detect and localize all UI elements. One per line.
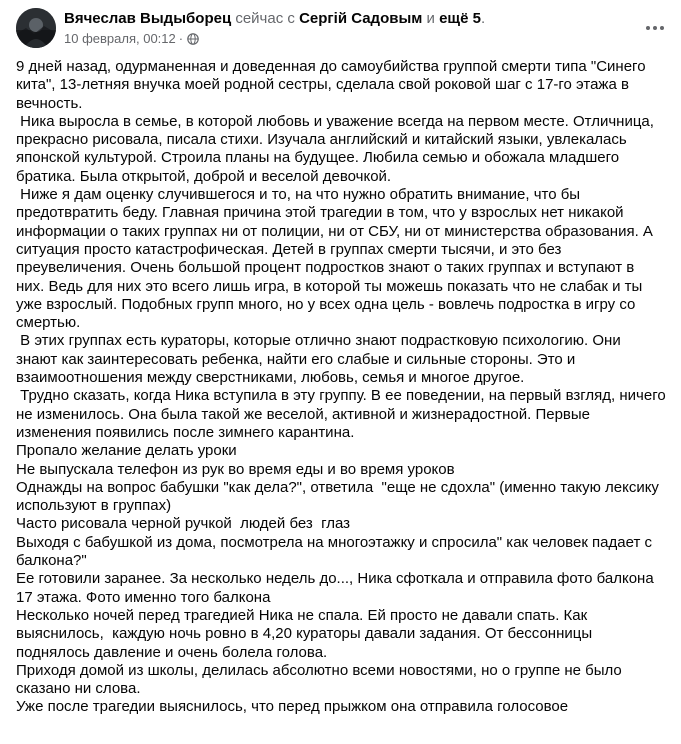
author-name[interactable]: Вячеслав Выдыборец — [64, 10, 232, 27]
others-link[interactable]: ещё 5 — [439, 10, 481, 27]
globe-icon[interactable] — [187, 33, 199, 45]
and-text: и — [422, 10, 440, 27]
post-paragraph: Однажды на вопрос бабушки "как дела?", ответила "еще не сдохла" (именно такую лексику используют в группах) — [16, 478, 664, 515]
post-meta — [64, 31, 199, 47]
post-paragraph: В этих группах есть кураторы, которые отлично знают подрастковую психологию. Они знают как заинтересовать ребенка, найти его слабые и сильные стороны. Это и взаимоотношения между сверстниками, любовь, семья и многое другое. — [16, 332, 625, 387]
post-paragraph: Приходя домой из школы, делилась абсолютно всеми новостями, но о группе не было сказано ни слова. — [16, 661, 626, 698]
post-paragraph: Ника выросла в семье, в которой любовь и уважение всегда на первом месте. Отличница, прекрасно рисовала, писала стихи. Изучала английский и китайский языки, увлекалась японской культурой. Строила планы на будущее. Любила семью и обожала младшего братика. Была открытой, доброй и веселой девочкой. — [16, 112, 659, 185]
post-paragraph: Пропало желание делать уроки — [16, 442, 237, 460]
more-options-button[interactable] — [641, 14, 669, 42]
post-paragraph: Не выпускала телефон из рук во время еды и во время уроков — [16, 460, 455, 478]
avatar-image — [16, 8, 56, 48]
others-suffix: . — [480, 10, 486, 27]
post-paragraph: Выходя с бабушкой из дома, посмотрела на многоэтажку и спросила" как человек падает с балкона?" — [16, 533, 657, 570]
post-header — [0, 0, 681, 58]
meta-separator: · — [178, 31, 184, 46]
with-text: сейчас с — [231, 10, 300, 27]
tagged-person[interactable]: Сергій Садовым — [299, 10, 423, 27]
post-paragraph: Ее готовили заранее. За несколько недель до..., Ника сфоткала и отправила фото балкона 17 этажа. Фото именно того балкона — [16, 570, 658, 606]
post-paragraph: Часто рисовала черной ручкой людей без глаз — [16, 515, 351, 533]
post-paragraph: Несколько ночей перед трагедией Ника не спала. Ей просто не давали спать. Как выяснилось, каждую ночь ровно в 4,20 кураторы давали задания. От бессонницы поднялось давление и очень болела голова. — [16, 606, 597, 661]
post-paragraph: Трудно сказать, когда Ника вступила в эту группу. В ее поведении, на первый взгляд, ничего не изменилось. Она была такой же веселой, активной и жизнерадостной. Первые изменения появились после зимнего карантина. — [16, 387, 670, 441]
post-body — [16, 58, 670, 717]
post-paragraph: Уже после трагедии выяснилось, что перед прыжком она отправила голосовое — [16, 698, 569, 716]
more-horizontal-icon — [645, 25, 665, 31]
post-paragraph: 9 дней назад, одурманенная и доведенная до самоубийства группой смерти типа "Синего кита", 13-летняя внучка моей родной сестры, сделала свой роковой шаг с 17-го этажа в вечность. — [16, 58, 650, 112]
post-paragraph: Ниже я дам оценку случившегося и то, на что нужно обратить внимание, что бы предотвратить беду. Главная причина этой трагедии в том, что у взрослых нет никакой информации о таких группах ни от полиции, ни от СБУ, ни от министерства образования. А ситуация просто катастрофическая. Детей в группах смерти тысячи, и это без преувеличения. Очень большой процент подростков знают о таких группах и вступают в них. Ведь для них это всего лишь игра, в которой ты можешь показать что не слабак и ты уже взрослый. Подобных групп много, но у всех одна цель - вовлечь подростка в игру со смертью. — [16, 186, 658, 332]
post-date[interactable]: 10 февраля, 00:12 — [64, 31, 176, 46]
avatar[interactable] — [16, 8, 56, 48]
author-line — [64, 9, 485, 28]
